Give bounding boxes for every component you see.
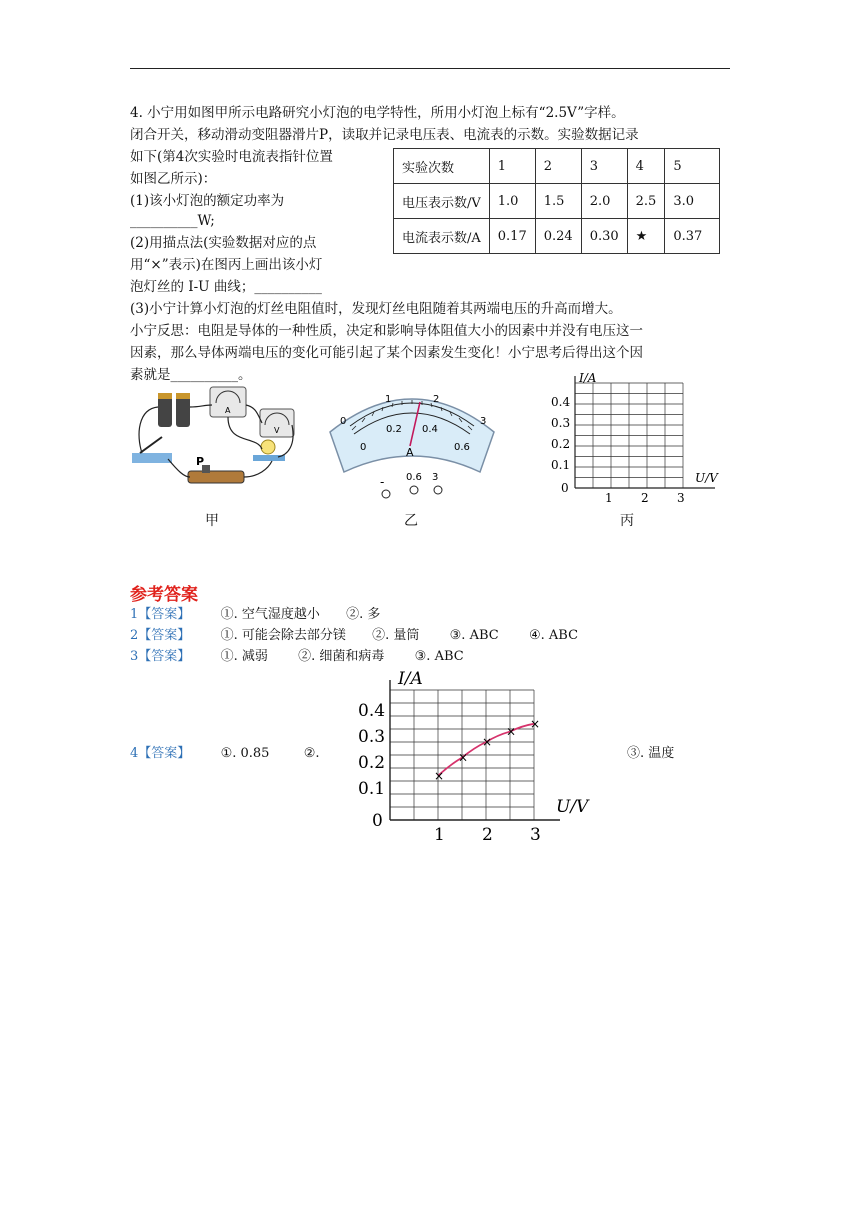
y-tick-label: 0.3 [358,727,386,747]
answer-item: ③. ABC [414,649,464,664]
dial-top-label: 3 [480,416,487,427]
answer-item: ①. 可能会除去部分镁 [220,628,346,643]
x-tick-label: 3 [677,491,685,505]
dial-unit: A [406,446,414,459]
answer-row-2 [130,626,578,646]
x-tick-label: 2 [482,825,493,844]
y-tick-label: 0.1 [358,779,386,799]
question-line-2: 闭合开关，移动滑动变阻器滑片P，读取并记录电压表、电流表的示数。实验数据记录 [130,127,639,143]
header-rule [130,68,730,69]
table-cell: 实验次数 [394,149,490,184]
sub-question-1b: __________W; [130,213,215,229]
x-tick-label: 3 [530,825,541,844]
answer-item: ①. 空气湿度越小 [220,607,320,622]
data-point-marker: × [458,750,469,765]
y-tick-label: 0.1 [551,458,571,472]
answer-tag: 3【答案】 [130,649,191,664]
dial-bottom-label: 0.6 [454,442,470,453]
answer-item: ③. ABC [449,628,499,643]
sub-question-3a: (3)小宁计算小灯泡的灯丝电阻值时，发现灯丝电阻随着其两端电压的升高而增大。 [130,301,622,317]
question-line-4: 如图乙所示)： [130,171,217,187]
graph-grid [575,383,683,488]
answer-graph [350,662,600,844]
data-point-marker: × [482,735,493,749]
table-cell: 1 [489,149,535,184]
answer-tag: 2【答案】 [130,628,191,643]
dial-top-label: 2 [433,394,440,405]
table-row [394,184,720,219]
table-cell: 2.5 [627,184,665,219]
question-line-1: 4. 小宁用如图甲所示电路研究小灯泡的电学特性，所用小灯泡上标有“2.5V”字样。 [130,105,625,121]
sub-question-3c: 因素，那么导体两端电压的变化可能引起了某个因素发生变化！小宁思考后得出这个因 [130,345,643,361]
rheostat-icon [188,471,244,483]
table-cell: 1.0 [489,184,535,219]
table-cell: 2.0 [581,184,627,219]
data-point-marker: × [434,768,445,783]
dial-bottom-label: 0.2 [386,424,402,435]
answer-row-1 [130,605,380,625]
x-tick-label: 1 [605,491,613,505]
y-tick-label: 0.2 [551,437,571,451]
sub-question-2a: (2)用描点法(实验数据对应的点 [130,235,317,251]
circuit-diagram [128,385,298,505]
table-cell: 4 [627,149,665,184]
answer-item: ①. 0.85 [220,746,270,761]
terminal-label: - [380,475,385,489]
answer-tag: 1【答案】 [130,607,191,622]
table-cell: 3 [581,149,627,184]
answer-item: ②. 多 [346,607,381,622]
sub-question-2b: 用“×”表示)在图丙上画出该小灯 [130,257,323,273]
x-tick-label: 1 [434,825,445,844]
y-tick-label: 0.3 [551,416,571,430]
x-axis-label: U/V [556,797,589,817]
x-tick-label: 2 [641,491,649,505]
star-cell: ★ [627,219,665,254]
sub-question-2c: 泡灯丝的 I-U 曲线；__________ [130,279,322,295]
terminal-label: 0.6 [406,472,422,483]
answer-tag: 4【答案】 [130,746,191,761]
x-axis-label: U/V [695,471,718,485]
sub-question-1a: (1)该小灯泡的额定功率为 [130,193,285,209]
dial-bottom-label: 0.4 [422,424,438,435]
answer-item: ①. 减弱 [220,649,268,664]
figure-label-yi: 乙 [404,513,418,529]
dial-bottom-label: 0 [360,442,367,453]
figure-label-bing: 丙 [620,513,634,529]
table-row [394,219,720,254]
table-cell: 5 [665,149,720,184]
answer-row-4-item-3: ③. 温度 [627,746,675,761]
switch-icon [140,437,162,453]
y-axis-label: I/A [579,371,597,385]
question-line-3: 如下(第4次实验时电流表指针位置 [130,149,333,165]
sub-question-3d: 素就是__________。 [130,367,252,383]
table-cell: 1.5 [535,184,581,219]
origin-label: 0 [561,481,569,495]
data-point-marker: × [530,716,541,731]
answer-row-4 [130,744,320,764]
table-cell: 3.0 [665,184,720,219]
answers-title: 参考答案 [130,585,198,605]
answer-item: ②. 量筒 [372,628,420,643]
ammeter-dial [322,380,502,505]
experiment-table [393,148,720,254]
voltmeter-letter: V [274,426,280,435]
table-cell: 电流表示数/A [394,219,490,254]
answer-item: ④. ABC [529,628,579,643]
answer-item: ②. [303,746,320,761]
answer-item: ②. 细菌和病毒 [298,649,385,664]
table-cell: 0.37 [665,219,720,254]
table-cell: 0.17 [489,219,535,254]
data-point-marker: × [506,724,517,739]
figure-label-jia: 甲 [205,513,219,529]
origin-label: 0 [372,811,383,831]
ammeter-letter: A [225,406,231,415]
terminal-icon [434,486,442,494]
table-cell: 0.30 [581,219,627,254]
y-axis-label: I/A [398,669,423,689]
bulb-icon [261,440,275,454]
terminal-icon [410,486,418,494]
dial-top-label: 1 [385,394,392,405]
slider-label: P [196,455,205,468]
table-row [394,149,720,184]
sub-question-3b: 小宁反思：电阻是导体的一种性质，决定和影响导体阻值大小的因素中并没有电压这一 [130,323,643,339]
table-cell: 电压表示数/V [394,184,490,219]
y-tick-label: 0.4 [551,395,571,409]
table-cell: 2 [535,149,581,184]
terminal-label: 3 [432,472,439,483]
table-cell: 0.24 [535,219,581,254]
y-tick-label: 0.4 [358,701,386,721]
graph-bing [545,368,725,508]
terminal-icon [382,490,390,498]
dial-top-label: 0 [340,416,347,427]
y-tick-label: 0.2 [358,753,386,773]
